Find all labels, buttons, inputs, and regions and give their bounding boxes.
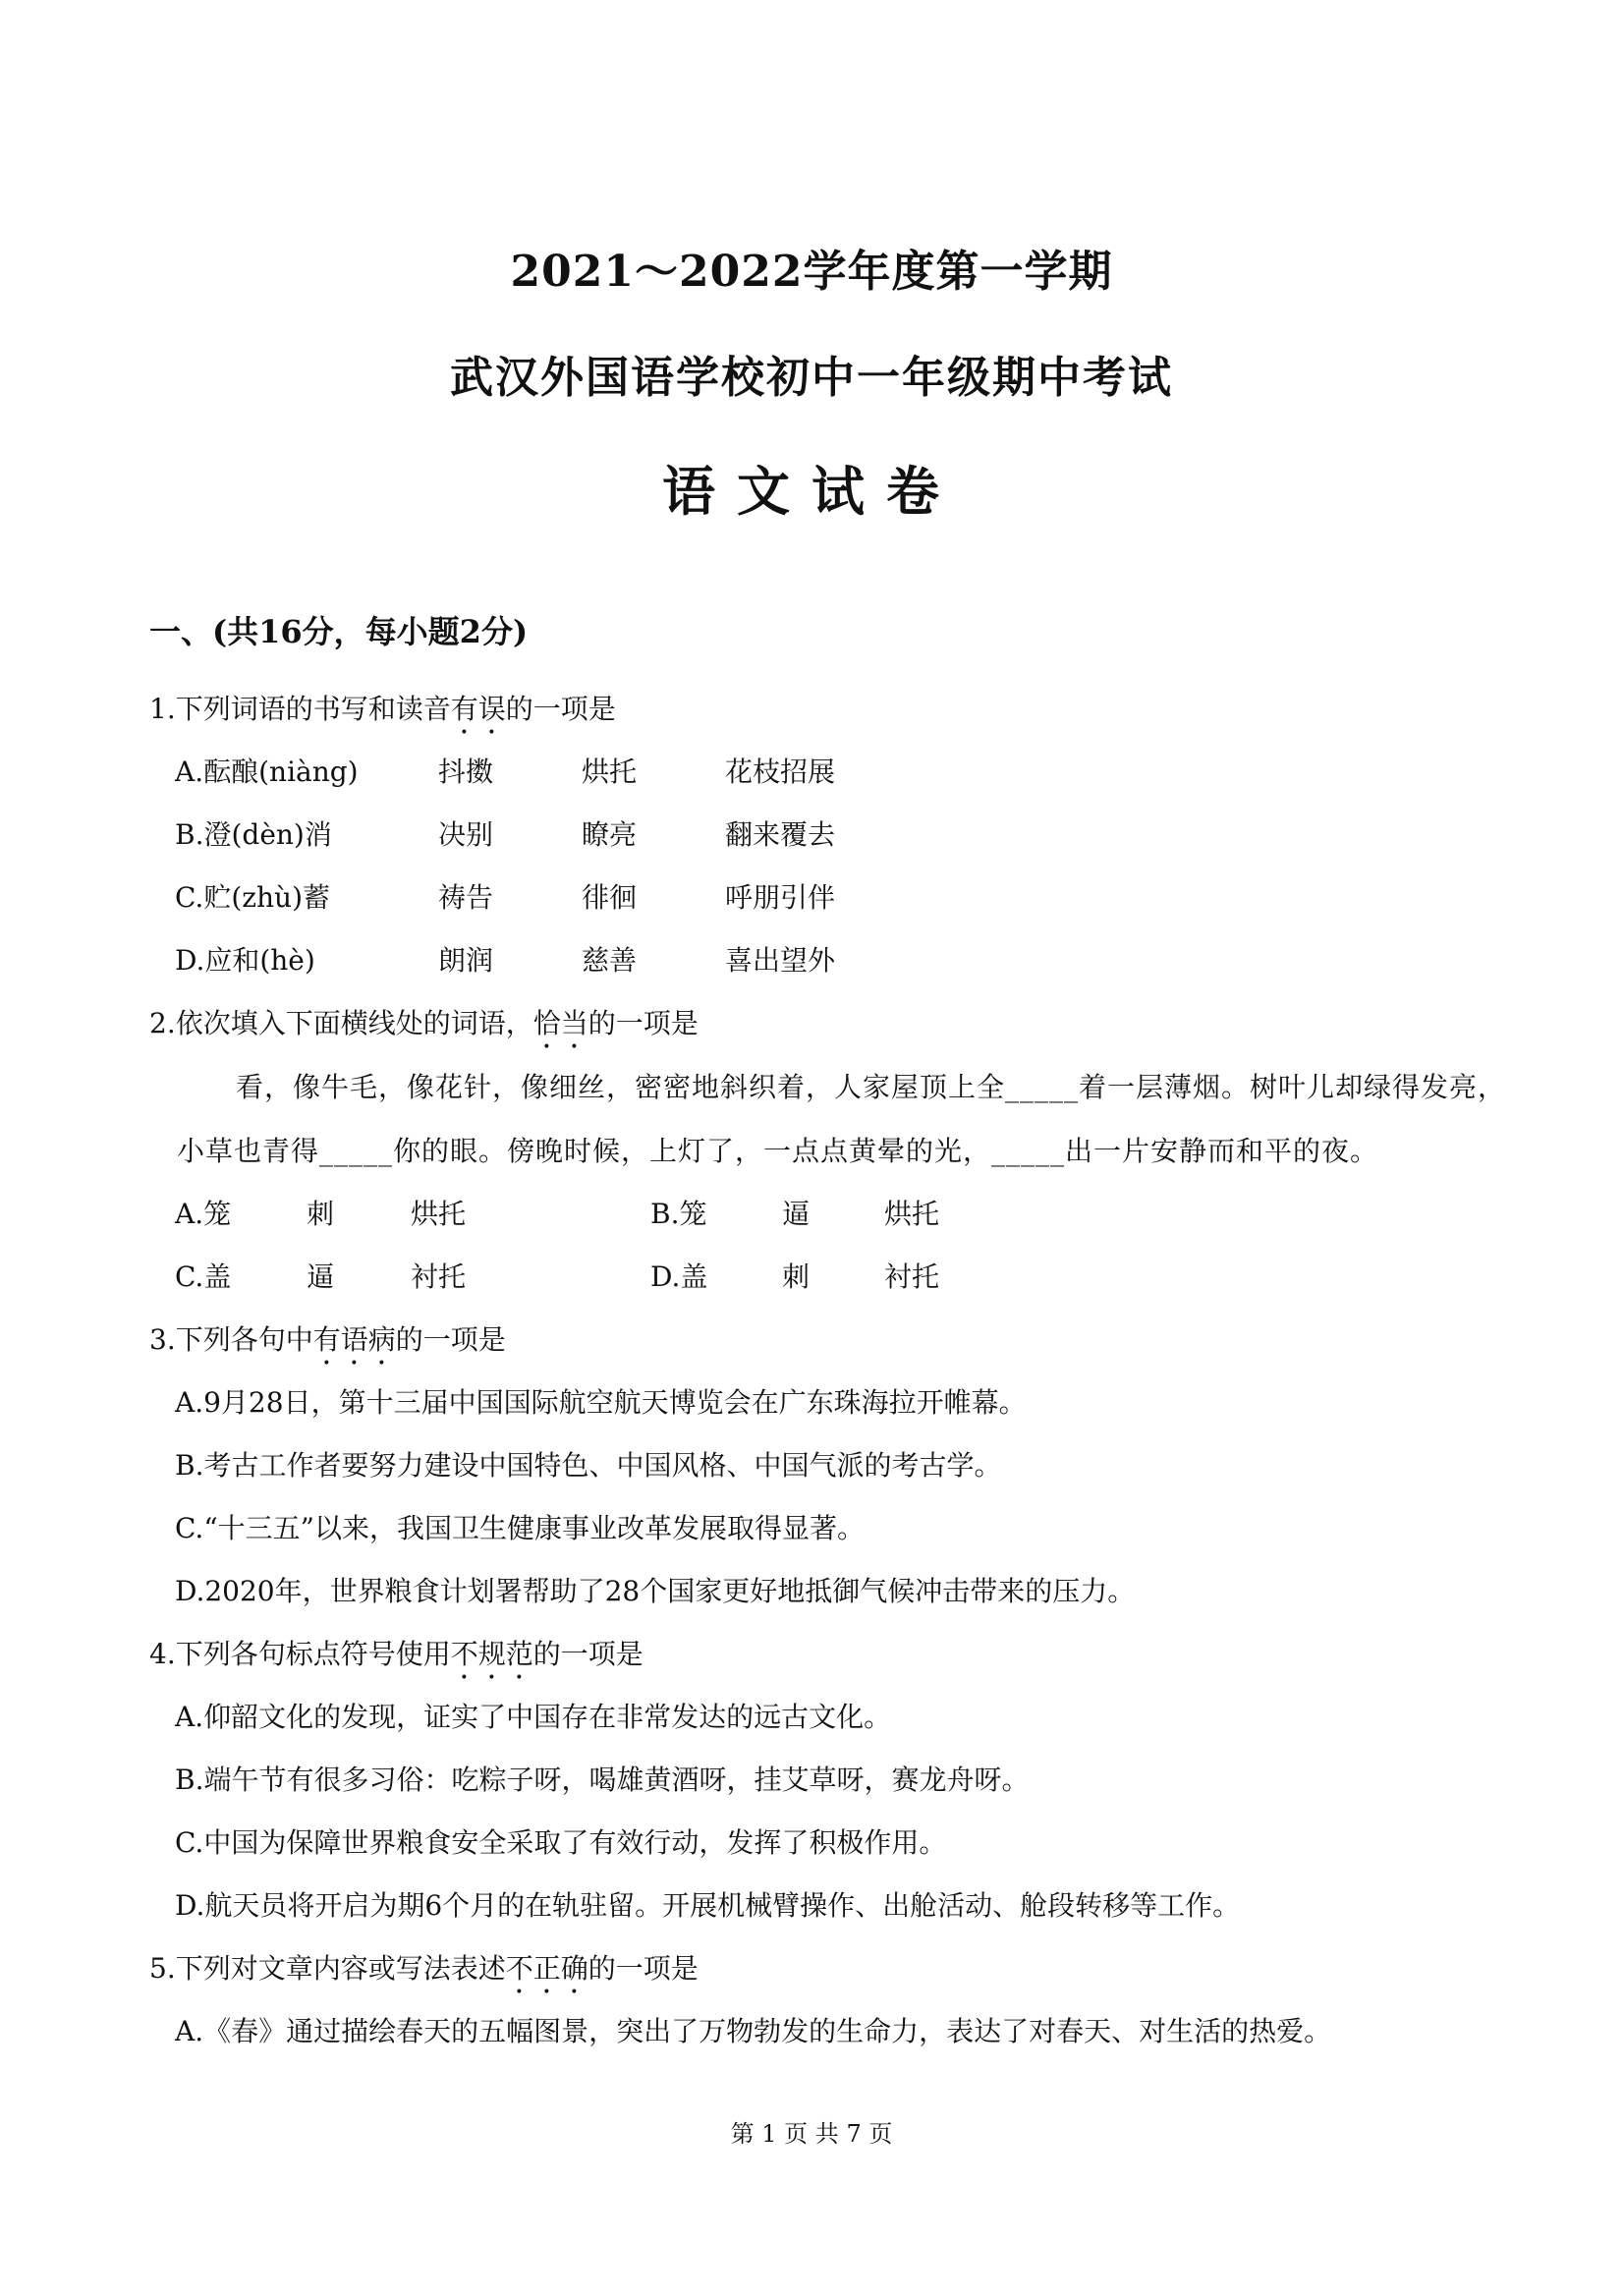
- option-word: 瞭亮: [582, 818, 638, 851]
- exam-title-school: 武汉外国语学校初中一年级期中考试: [450, 353, 1173, 403]
- option-word: 徘徊: [582, 881, 638, 914]
- option-word: 抖擞: [438, 756, 494, 788]
- option-label: C.盖: [175, 1260, 232, 1293]
- option-word: 衬托: [411, 1260, 467, 1293]
- question-5-option-a: A.《春》通过描绘春天的五幅图景，突出了万物勃发的生命力，表达了对春天、对生活的热爱。: [175, 2015, 1332, 2047]
- option-word: 刺: [782, 1260, 811, 1293]
- question-3-option-d: D.2020年，世界粮食计划署帮助了28个国家更好地抵御气候冲击带来的压力。: [175, 1575, 1136, 1607]
- question-2-passage-line-1: 看，像牛毛，像花针，像细丝，密密地斜织着，人家屋顶上全_____着一层薄烟。树叶儿却绿得发亮，: [236, 1071, 1507, 1103]
- option-word: 逼: [307, 1260, 335, 1293]
- option-word: 决别: [438, 818, 494, 851]
- question-4-option-d: D.航天员将开启为期6个月的在轨驻留。开展机械臂操作、出舱活动、舱段转移等工作。: [175, 1889, 1241, 1922]
- question-2-stem-pre: 2.依次填入下面横线处的词语，: [149, 1007, 533, 1039]
- question-3-option-c: C.“十三五”以来，我国卫生健康事业改革发展取得显著。: [175, 1512, 865, 1544]
- question-1-stem: [149, 688, 616, 741]
- option-word: 逼: [782, 1198, 811, 1230]
- question-2-stem-post: 的一项是: [588, 1007, 699, 1039]
- question-1-stem-emphasis: 有误: [450, 693, 506, 725]
- option-word: 朗润: [438, 944, 494, 977]
- question-3-stem: [149, 1318, 506, 1372]
- question-3-stem-emphasis: 有语病: [312, 1323, 396, 1356]
- option-word: 花枝招展: [725, 756, 836, 788]
- question-4-option-b: B.端午节有很多习俗：吃粽子呀，喝雄黄酒呀，挂艾草呀，赛龙舟呀。: [175, 1764, 1030, 1796]
- section-heading: 一、(共16分，每小题2分): [149, 613, 529, 650]
- option-word: 烘托: [582, 756, 638, 788]
- exam-title-year: 2021～2022学年度第一学期: [510, 247, 1113, 297]
- question-1-stem-pre: 1.下列词语的书写和读音: [149, 693, 451, 725]
- question-5-stem-post: 的一项是: [588, 1952, 699, 1985]
- question-4-stem-emphasis: 不规范: [450, 1638, 533, 1670]
- option-label: C.贮(zhù)蓄: [175, 881, 330, 914]
- option-word: 祷告: [438, 881, 494, 914]
- question-3-stem-post: 的一项是: [395, 1323, 506, 1356]
- question-2-stem: [149, 1002, 699, 1055]
- question-4-option-a: A.仰韶文化的发现，证实了中国存在非常发达的远古文化。: [175, 1701, 892, 1733]
- option-label: A.酝酿(niàng): [175, 756, 359, 788]
- question-3-option-a: A.9月28日，第十三届中国国际航空航天博览会在广东珠海拉开帷幕。: [175, 1386, 1027, 1419]
- option-label: B.澄(dèn)消: [175, 818, 332, 851]
- option-word: 慈善: [582, 944, 638, 977]
- question-5-stem-emphasis: 不正确: [505, 1952, 588, 1985]
- question-5-stem-pre: 5.下列对文章内容或写法表述: [149, 1952, 506, 1985]
- question-2-stem-emphasis: 恰当: [532, 1007, 588, 1039]
- question-2-passage-line-2: 小草也青得_____你的眼。傍晚时候，上灯了，一点点黄晕的光，_____出一片安静而和平的夜。: [177, 1135, 1379, 1167]
- question-4-stem-pre: 4.下列各句标点符号使用: [149, 1638, 451, 1670]
- option-label: A.笼: [175, 1198, 232, 1230]
- option-word: 烘托: [411, 1198, 467, 1230]
- option-label: B.笼: [650, 1198, 707, 1230]
- question-1-stem-post: 的一项是: [505, 693, 616, 725]
- question-4-option-c: C.中国为保障世界粮食安全采取了有效行动，发挥了积极作用。: [175, 1826, 947, 1859]
- option-word: 呼朋引伴: [725, 881, 836, 914]
- option-label: D.应和(hè): [175, 944, 315, 977]
- exam-title-subject: 语文试卷: [662, 460, 961, 523]
- option-word: 烘托: [884, 1198, 940, 1230]
- question-4-stem-post: 的一项是: [532, 1638, 644, 1670]
- option-word: 衬托: [884, 1260, 940, 1293]
- option-word: 喜出望外: [725, 944, 836, 977]
- page-number: 第 1 页 共 7 页: [730, 2120, 893, 2148]
- option-word: 刺: [307, 1198, 335, 1230]
- option-label: D.盖: [650, 1260, 708, 1293]
- question-5-stem: [149, 1947, 699, 2000]
- option-word: 翻来覆去: [725, 818, 836, 851]
- question-4-stem: [149, 1633, 644, 1686]
- question-3-option-b: B.考古工作者要努力建设中国特色、中国风格、中国气派的考古学。: [175, 1449, 1002, 1482]
- question-3-stem-pre: 3.下列各句中: [149, 1323, 313, 1356]
